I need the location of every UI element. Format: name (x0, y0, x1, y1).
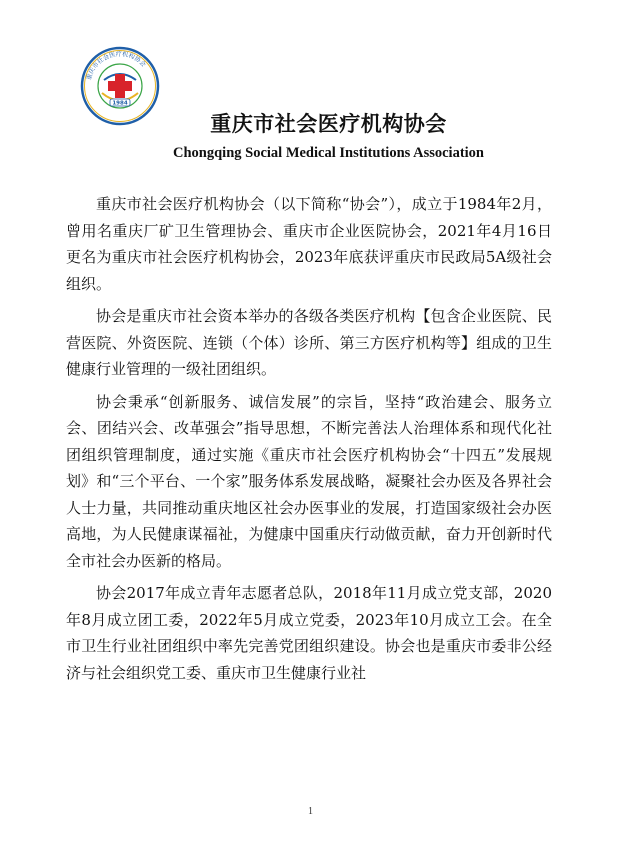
page-subtitle: Chongqing Social Medical Institutions Association (173, 145, 484, 161)
paragraph-party-building: 协会2017年成立青年志愿者总队，2018年11月成立党支部，2020年8月成立团工委，2022年5月成立党委，2023年10月成立工会。在全市卫生行业社团组织中率先完善党团组织建设。协会也是重庆市委非公经济与社会组织党工委、重庆市卫生健康行业社 (66, 584, 552, 682)
logo-ring-text: 重庆市社会医疗机构协会 (85, 50, 147, 81)
paragraph-membership: 协会是重庆市社会资本举办的各级各类医疗机构【包含企业医院、民营医院、外资医院、连锁（个体）诊所、第三方医疗机构等】组成的卫生健康行业管理的一级社团组织。 (66, 307, 552, 378)
paragraph-mission: 协会秉承“创新服务、诚信发展”的宗旨，坚持“政治建会、服务立会、团结兴会、改革强会”指导思想，不断完善法人治理体系和现代化社团组织管理制度，通过实施《重庆市社会医疗机构协会“十四五”发展规划》和“三个平台、一个家”服务体系发展战略，凝聚社会办医及各界社会人士力量，共同推动重庆地区社会办医事业的发展，打造国家级社会办医高地，为人民健康谋福祉，为健康中国重庆行动做贡献，奋力开创新时代全市社会办医新的格局。 (66, 392, 552, 570)
page-number: 1 (308, 806, 313, 817)
logo-year: 1984 (112, 100, 128, 107)
page-title: 重庆市社会医疗机构协会 (210, 112, 447, 136)
body-text (66, 191, 552, 692)
paragraph-founding: 重庆市社会医疗机构协会（以下简称“协会”），成立于1984年2月，曾用名重庆厂矿卫生管理协会、重庆市企业医院协会，2021年4月16日更名为重庆市社会医疗机构协会，2023年底获评重庆市民政局5A级社会组织。 (66, 195, 552, 293)
